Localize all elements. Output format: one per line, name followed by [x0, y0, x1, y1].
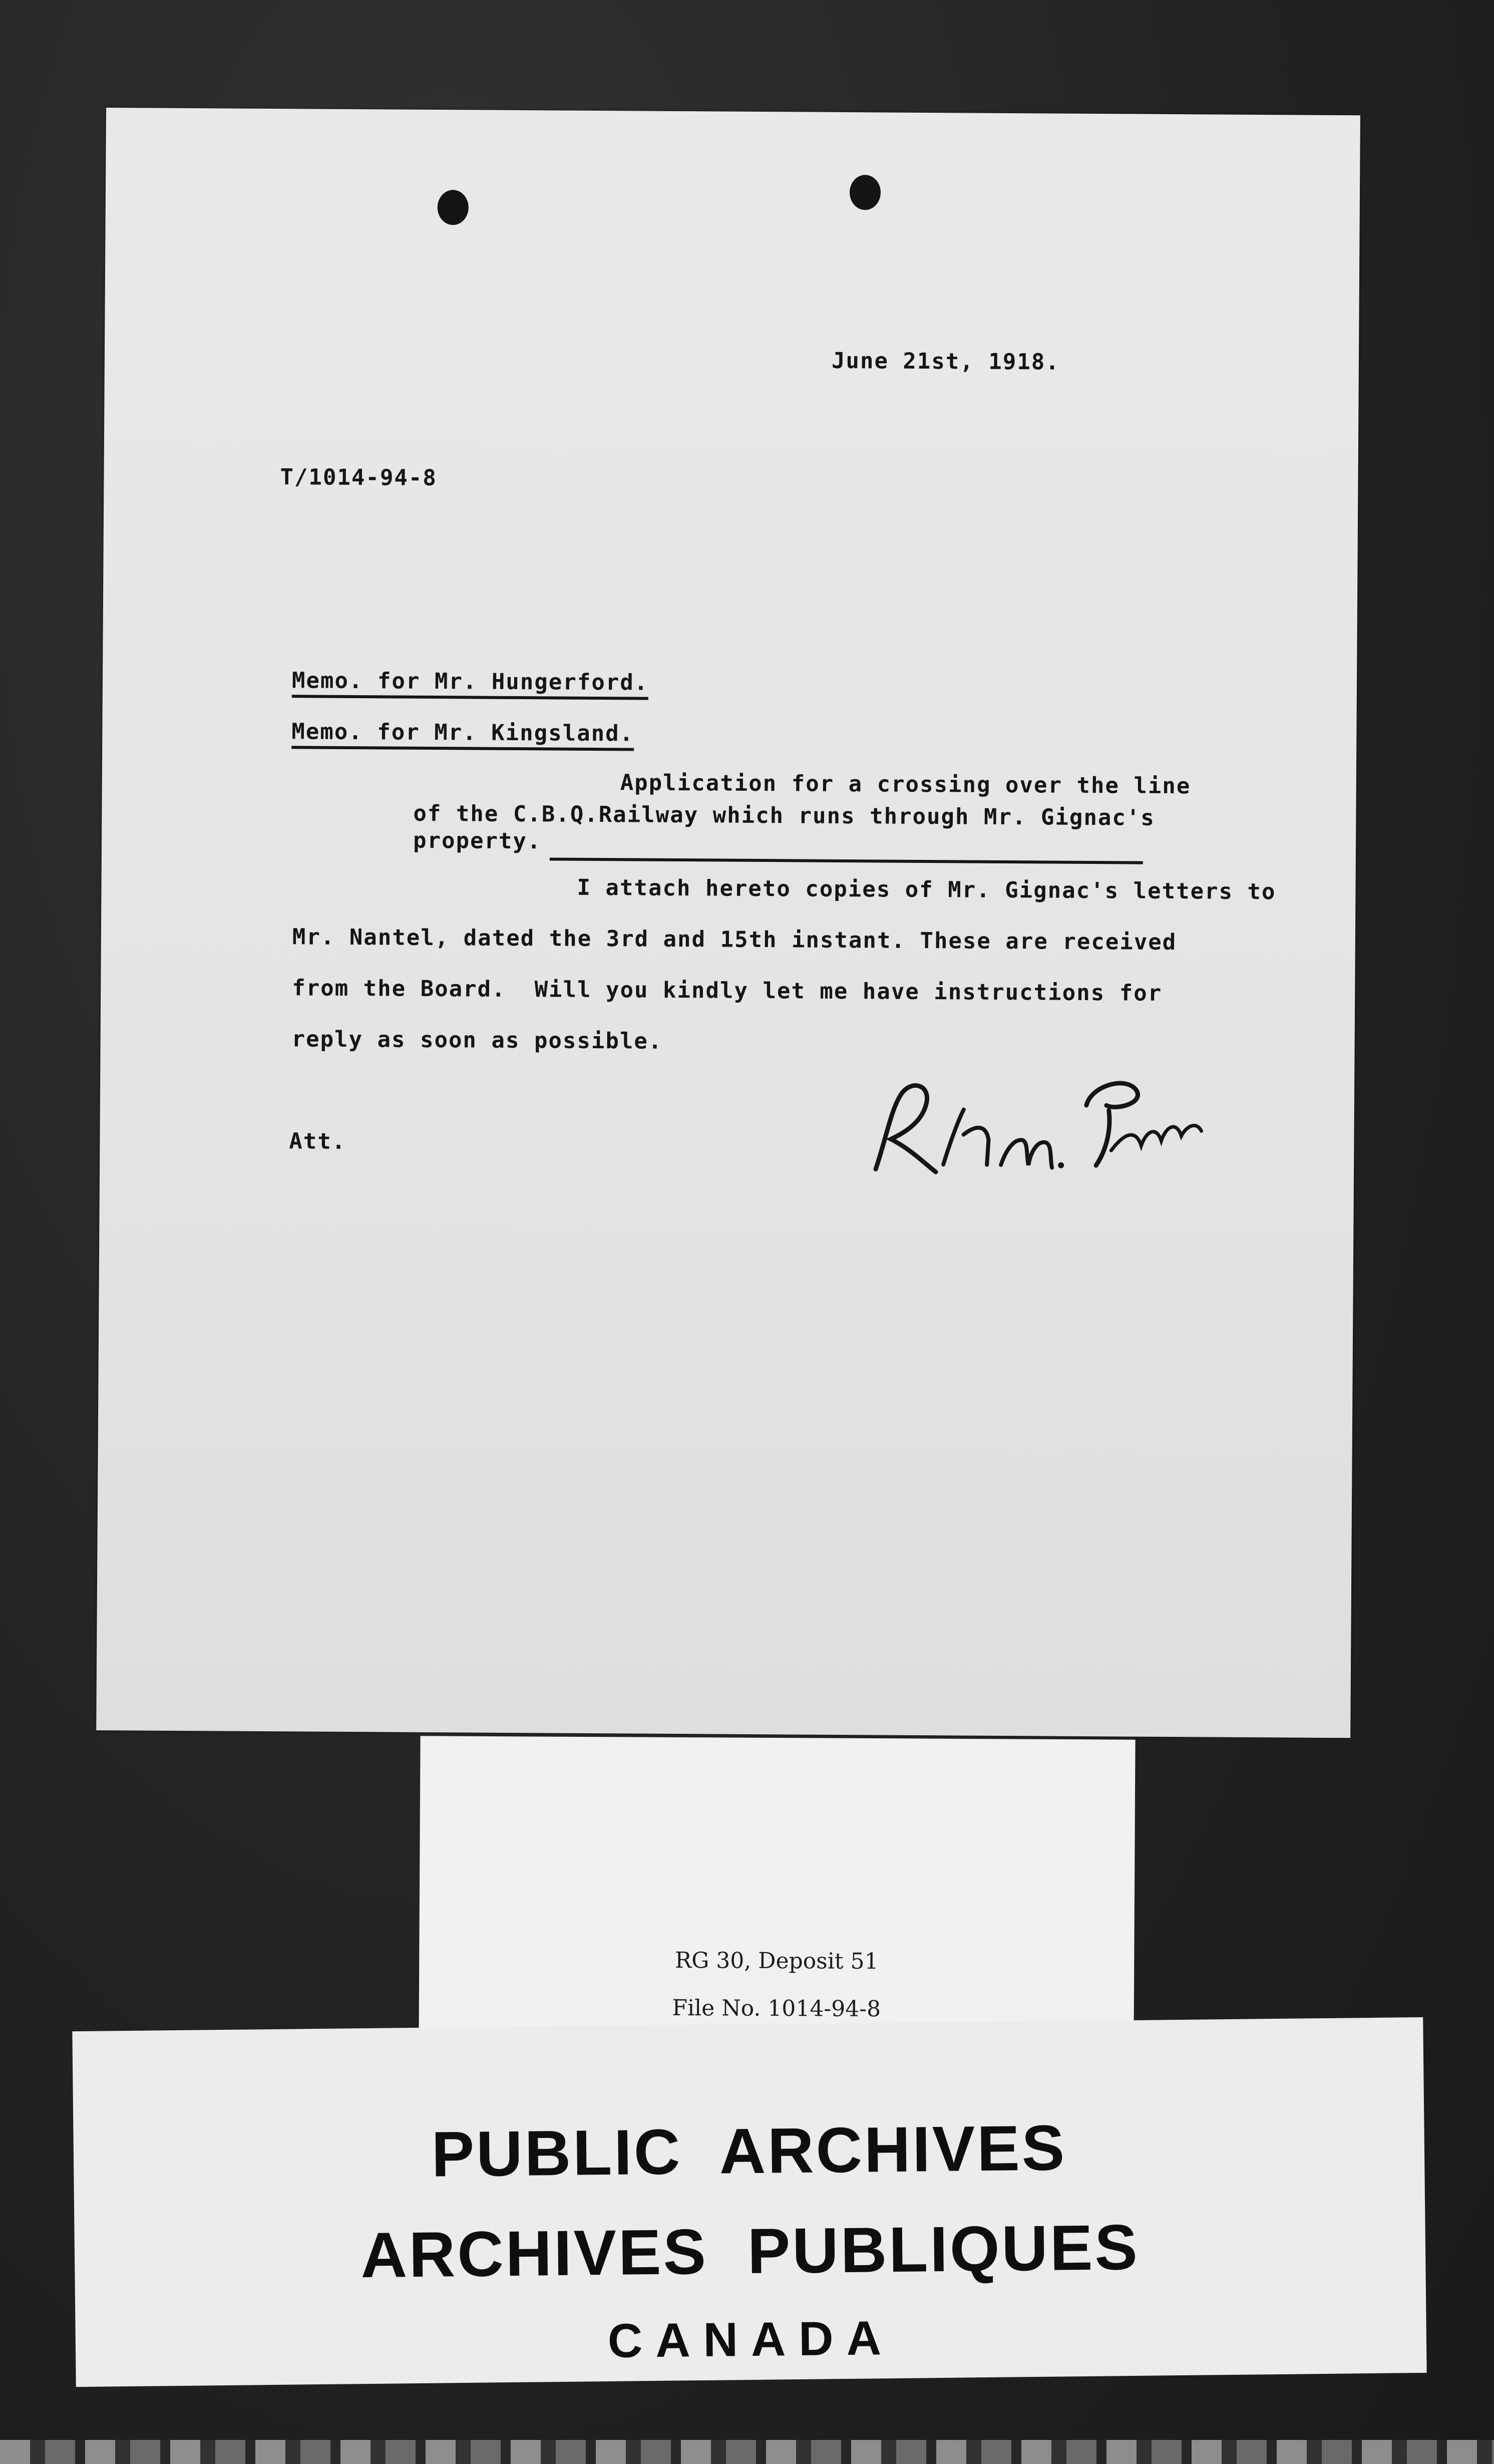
banner-country: CANADA [607, 2311, 895, 2368]
subject-line-2: of the C.B.Q.Railway which runs through Mr. Gignac's [413, 800, 1156, 831]
addressee-hungerford: Memo. for Mr. Hungerford. [292, 670, 649, 700]
punch-hole-left [438, 190, 469, 225]
addressee-kingsland: Memo. for Mr. Kingsland. [291, 721, 634, 751]
file-number: File No. 1014-94-8 [672, 1995, 881, 2022]
banner-french: ARCHIVES PUBLIQUES [360, 2211, 1140, 2292]
body-line-4: reply as soon as possible. [291, 1026, 663, 1054]
memo-date: June 21st, 1918. [831, 348, 1060, 375]
subject-line-3: property. [413, 827, 542, 854]
scanner-edge-strip [0, 2440, 1494, 2464]
punch-hole-right [850, 175, 881, 210]
body-line-3: from the Board. Will you kindly let me have instructions for [292, 975, 1163, 1006]
subject-underline [550, 857, 1143, 864]
file-reference: T/1014-94-8 [280, 464, 438, 491]
record-group: RG 30, Deposit 51 [674, 1947, 879, 1975]
memo-sheet [96, 108, 1360, 1738]
subject-line-1: Application for a crossing over the line [620, 770, 1191, 799]
body-line-2: Mr. Nantel, dated the 3rd and 15th instant. These are received [292, 924, 1177, 956]
body-line-1: I attach hereto copies of Mr. Gignac's letters to [577, 874, 1276, 905]
enclosure-note: Att. [289, 1128, 346, 1154]
file-label-card [419, 1736, 1135, 2050]
banner-english: PUBLIC ARCHIVES [431, 2112, 1067, 2191]
public-archives-banner [72, 2017, 1426, 2387]
handwritten-signature [856, 1064, 1207, 1191]
